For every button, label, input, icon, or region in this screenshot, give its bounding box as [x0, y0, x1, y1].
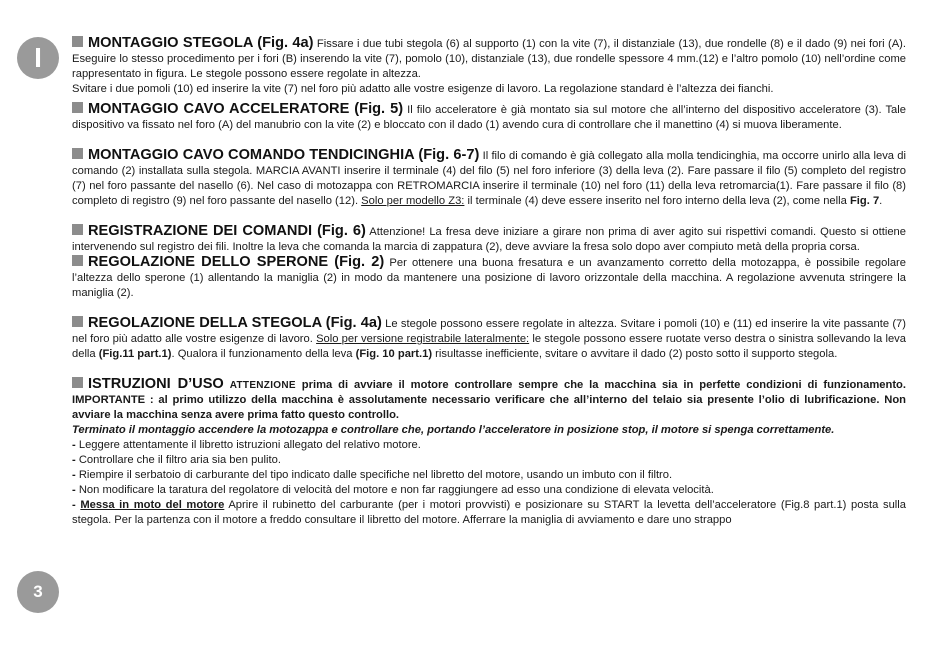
dash-bullet: -	[72, 469, 79, 481]
section-registrazione-comandi	[72, 224, 906, 255]
bullet-square-icon	[72, 316, 83, 327]
dash-bullet: -	[72, 454, 79, 466]
section-text: Attenzione! La fresa deve iniziare a girare non prima di aver agito sui rispettivi comandi. Questo si ottiene intervenendo sul registro dei fili. Inoltre la leva che comanda la marcia di zappatura (2), deve avviare la fresa solo dopo aver compiuto metà della propria corsa.	[72, 226, 906, 253]
list-item-label: Messa in moto del motore	[80, 499, 225, 511]
dash-bullet: -	[72, 484, 79, 496]
dash-bullet: -	[72, 499, 81, 511]
bullet-square-icon	[72, 36, 83, 47]
attention-text: prima di avviare il motore controllare sempre che la macchina sia in perfette condizioni di funzionamento. IMPORTANTE : al primo utilizzo della macchina è assolutamente necessario verificare che all’interno del telaio sia presente l’olio di lubrificazione. Non avviare la macchina senza avere prima fatto questo controllo.	[72, 379, 906, 421]
section-montaggio-acceleratore	[72, 102, 906, 133]
section-montaggio-tendicinghia	[72, 148, 906, 209]
page-number-badge: 3	[17, 571, 59, 613]
language-badge: I	[17, 37, 59, 79]
list-item-text: Leggere attentamente il libretto istruzioni allegato del relativo motore.	[78, 439, 421, 451]
list-item-text: Non modificare la taratura del regolatore di velocità del motore e non far raggiungere ad esso una condizione di elevata velocità.	[78, 484, 714, 496]
version-note: Solo per versione registrabile lateralmente:	[316, 333, 530, 345]
section-title: MONTAGGIO CAVO COMANDO TENDICINGHIA (Fig. 6-7)	[88, 147, 480, 163]
bullet-square-icon	[72, 224, 83, 235]
figure-reference: Fig. 7	[849, 195, 880, 207]
section-text: Il filo di comando è già collegato alla molla tendicinghia, ma occorre unirlo alla leva di comando (2) installata sulla stegola. MARCIA AVANTI inserire il terminale (4) del filo (5) nel foro inferiore (3) della leva (2). Fare passare il filo (5) completo del registro (7) nel foro passante del nasello (6). Nel caso di motozappa con RETROMARCIA inserire il terminale (10) nel foro (11) della leva retromarcia(1). Fare passare il filo (8) completo di registro (9) nel foro passante del nasello (12).	[72, 150, 906, 207]
section-text: il terminale (4) deve essere inserito nel foro interno della leva (2), come nella	[464, 195, 850, 207]
section-title: ISTRUZIONI D’USO	[88, 376, 224, 392]
italic-note: Terminato il montaggio accendere la motozappa e controllare che, portando l’acceleratore in posizione stop, il motore si spenga correttamente.	[72, 424, 835, 436]
section-title: MONTAGGIO CAVO ACCELERATORE (Fig. 5)	[88, 101, 404, 117]
list-item	[72, 438, 906, 453]
bullet-square-icon	[72, 377, 83, 388]
section-title: REGOLAZIONE DELLO SPERONE (Fig. 2)	[88, 254, 385, 270]
section-text: . Qualora il funzionamento della leva	[171, 348, 356, 360]
model-note: Solo per modello Z3:	[361, 195, 465, 207]
dash-bullet: -	[72, 439, 79, 451]
section-text: .	[879, 195, 883, 207]
section-title: REGISTRAZIONE DEI COMANDI (Fig. 6)	[88, 223, 366, 239]
list-item	[72, 498, 906, 528]
section-regolazione-sperone	[72, 255, 906, 301]
bullet-square-icon	[72, 102, 83, 113]
section-text: Per ottenere una buona fresatura e un avanzamento corretto della motozappa, è possibile regolare l’altezza dello sperone (1) allentando la maniglia (2) in modo da mantenere una posizione di lavoro orizzontale della macchina. A regolazione avvenuta stringere la maniglia (2).	[72, 257, 907, 299]
section-text: Fissare i due tubi stegola (6) al supporto (1) con la vite (7), il distanziale (13), due rondelle (8) e il dado (9) nei fori (A). Eseguire lo stesso procedimento per i fori (B) inserendo la vite (7), pomolo (10), distanziale (13), due rondelle spessore 4 mm.(12) e l’altro pomolo (10) nell’ordine come rappresentato in figura. Le stegole possono essere regolate in altezza.	[72, 38, 906, 80]
figure-reference: (Fig.11 part.1)	[98, 348, 172, 360]
list-item	[72, 468, 906, 483]
section-regolazione-stegola	[72, 316, 906, 362]
list-item-text: Riempire il serbatoio di carburante del tipo indicato dalle specifiche nel libretto del motore, usando un imbuto con il filtro.	[78, 469, 673, 481]
section-text: Il filo acceleratore è già montato sia sul motore che all’interno del dispositivo acceleratore (3). Tale dispositivo va fissato nel foro (A) del manubrio con la vite (2) e bloccato con il dado (1) avendo cura di controllare che il manettino (4) si muova liberamente.	[72, 104, 906, 131]
list-item	[72, 483, 906, 498]
bullet-square-icon	[72, 148, 83, 159]
section-text: le stegole possono essere ruotate verso destra o sinistra sollevando la leva della	[72, 333, 906, 360]
section-text: Svitare i due pomoli (10) ed inserire la vite (7) nel foro più adatto alle vostre esigenze di lavoro. La regolazione standard è l’altezza dei fianchi.	[72, 83, 774, 95]
attention-label: ATTENZIONE	[229, 380, 296, 391]
section-title: REGOLAZIONE DELLA STEGOLA (Fig. 4a)	[88, 315, 382, 331]
bullet-square-icon	[72, 255, 83, 266]
section-title: MONTAGGIO STEGOLA (Fig. 4a)	[88, 35, 314, 51]
list-item	[72, 453, 906, 468]
list-item-text: Aprire il rubinetto del carburante (per i motori provvisti) e posizionare su START la levetta dell’acceleratore (Fig.8 part.1) posta sulla stegola. Per la partenza con il motore a freddo consultare il libretto del motore. Afferrare la maniglia di avviamento e dare uno strappo	[72, 499, 906, 526]
list-item-text: Controllare che il filtro aria sia ben pulito.	[78, 454, 281, 466]
section-montaggio-stegola	[72, 36, 906, 82]
section-montaggio-stegola-cont	[72, 82, 906, 97]
manual-content	[72, 36, 906, 528]
section-istruzioni-uso	[72, 377, 906, 423]
section-text: risultasse inefficiente, svitare o avvitare il dado (2) posto sotto il supporto stegola.	[432, 348, 838, 360]
section-text: Le stegole possono essere regolate in altezza. Svitare i pomoli (10) e (11) ed inserire la vite passante (7) nel foro più adatto alle vostre esigenze di lavoro.	[72, 318, 907, 345]
figure-reference: (Fig. 10 part.1)	[355, 348, 433, 360]
